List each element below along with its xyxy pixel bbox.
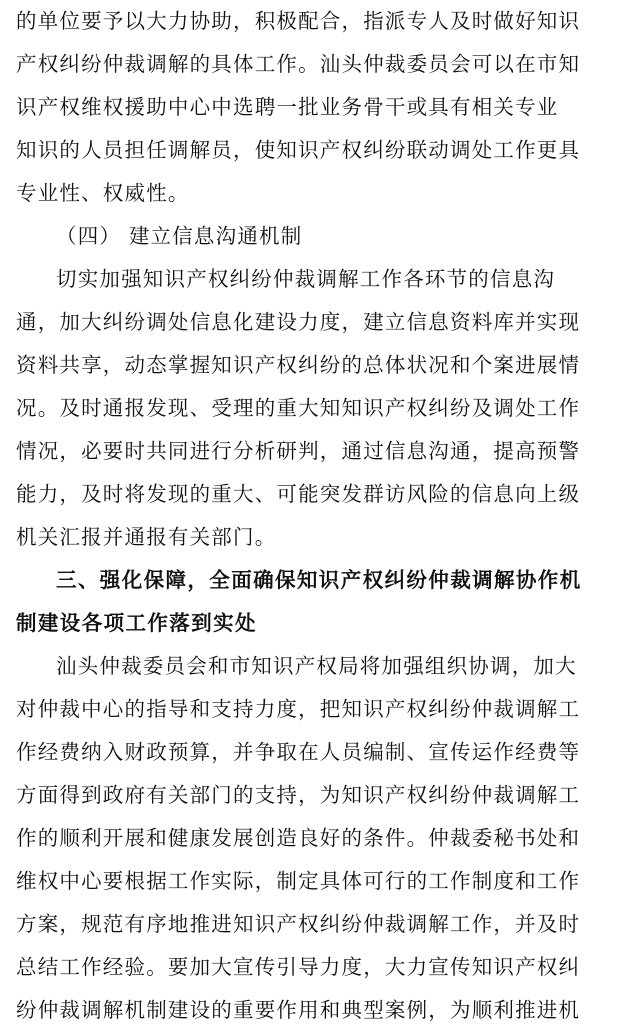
body-text-line: 作经费纳入财政预算，并争取在人员编制、宣传运作经费等 [16, 740, 581, 764]
body-text-line: 资料共享，动态掌握知识产权纠纷的总体状况和个案进展情 [16, 353, 581, 377]
body-text-line: 总结工作经验。要加大宣传引导力度，大力宣传知识产权纠 [16, 955, 581, 979]
body-text-line: 通，加大纠纷调处信息化建设力度，建立信息资料库并实现 [16, 310, 581, 334]
body-text-line: 作的顺利开展和健康发展创造良好的条件。仲裁委秘书处和 [16, 826, 581, 850]
body-text-line: 产权纠纷仲裁调解的具体工作。汕头仲裁委员会可以在市知 [16, 52, 581, 76]
body-text-line: 识产权维权援助中心中选聘一批业务骨干或具有相关专业 [16, 95, 559, 119]
paragraph-first-line: 汕头仲裁委员会和市知识产权局将加强组织协调，加大 [56, 654, 577, 678]
body-text-line: 维权中心要根据工作实际，制定具体可行的工作制度和工作 [16, 869, 581, 893]
body-text-line: 对仲裁中心的指导和支持力度，把知识产权纠纷仲裁调解工 [16, 697, 581, 721]
body-text-line: 纷仲裁调解机制建设的重要作用和典型案例，为顺利推进机 [16, 998, 581, 1022]
body-text-line: 专业性、权威性。 [16, 181, 190, 205]
body-text-line: 能力，及时将发现的重大、可能突发群访风险的信息向上级 [16, 482, 581, 506]
body-text-line: 知识的人员担任调解员，使知识产权纠纷联动调处工作更具 [16, 138, 581, 162]
section-subheading: （四） 建立信息沟通机制 [56, 224, 303, 248]
body-text-line: 机关汇报并通报有关部门。 [16, 525, 277, 549]
section-heading-continuation: 制建设各项工作落到实处 [16, 611, 257, 635]
body-text-line: 况。及时通报发现、受理的重大知知识产权纠纷及调处工作 [16, 396, 581, 420]
section-heading: 三、强化保障，全面确保知识产权纠纷仲裁调解协作机 [56, 568, 582, 592]
paragraph-first-line: 切实加强知识产权纠纷仲裁调解工作各环节的信息沟 [56, 267, 556, 291]
body-text-line: 情况，必要时共同进行分析研判，通过信息沟通，提高预警 [16, 439, 581, 463]
body-text-line: 方面得到政府有关部门的支持，为知识产权纠纷仲裁调解工 [16, 783, 581, 807]
body-text-line: 方案，规范有序地推进知识产权纠纷仲裁调解工作，并及时 [16, 912, 581, 936]
body-text-line: 的单位要予以大力协助，积极配合，指派专人及时做好知识 [16, 9, 581, 33]
